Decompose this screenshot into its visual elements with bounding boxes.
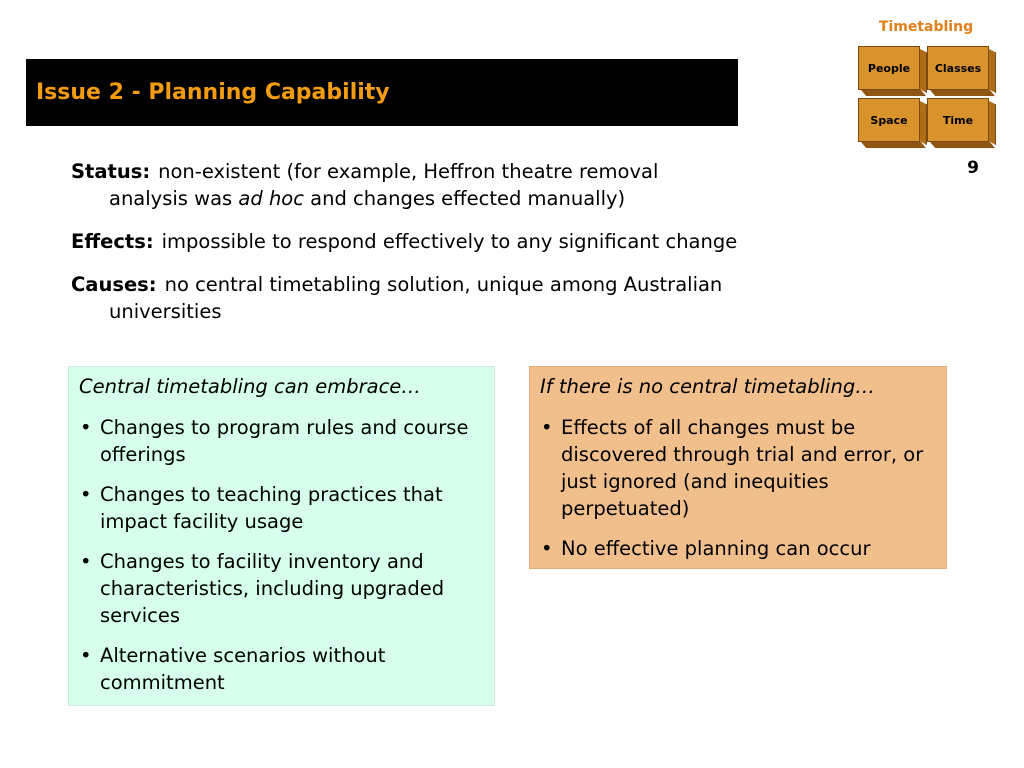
status-text-2b: ad hoc (238, 187, 304, 210)
effects-item (71, 228, 871, 255)
list-item: • Changes to program rules and course offerings (79, 414, 484, 468)
status-item (71, 158, 871, 212)
central-box-list (79, 414, 484, 696)
effects-label: Effects: (71, 230, 154, 253)
status-line-2 (71, 185, 871, 212)
status-text-1: non-existent (for example, Heffron theatre removal (158, 160, 659, 183)
cube-time-side (989, 101, 996, 145)
causes-label: Causes: (71, 273, 157, 296)
status-text-2a: analysis was (109, 187, 239, 210)
cube-space[interactable] (858, 98, 926, 148)
cube-time-bottom (930, 142, 995, 148)
list-item: • Alternative scenarios without commitment (79, 642, 484, 696)
cube-space-bottom (861, 142, 926, 148)
cube-space-label: Space (858, 98, 920, 142)
cube-people-label: People (858, 46, 920, 90)
slide-title: Issue 2 - Planning Capability (36, 80, 390, 105)
status-label: Status: (71, 160, 151, 183)
cube-classes-bottom (930, 90, 995, 96)
status-line-1 (71, 158, 871, 185)
central-timetabling-box (68, 366, 495, 706)
list-item: • Changes to teaching practices that impact facility usage (79, 481, 484, 535)
list-item: • Changes to facility inventory and characteristics, including upgraded services (79, 548, 484, 629)
title-bar (26, 59, 738, 126)
no-central-timetabling-box (529, 366, 947, 569)
causes-line-1 (71, 271, 871, 298)
central-box-heading: Central timetabling can embrace… (79, 375, 421, 398)
page-number: 9 (967, 158, 979, 178)
cube-classes-side (989, 49, 996, 93)
cube-people-bottom (861, 90, 926, 96)
effects-text: impossible to respond effectively to any significant change (161, 230, 738, 253)
cube-time-label: Time (927, 98, 989, 142)
list-item: • No effective planning can occur (540, 535, 936, 562)
effects-line (71, 228, 871, 255)
nav-label: Timetabling (878, 19, 974, 35)
causes-text-1: no central timetabling solution, unique among Australian (164, 273, 723, 296)
no-central-box-heading: If there is no central timetabling… (540, 375, 875, 398)
cube-space-side (920, 101, 927, 145)
no-central-box-list (540, 414, 936, 562)
cube-classes-label: Classes (927, 46, 989, 90)
cube-time[interactable] (927, 98, 995, 148)
causes-line-2: universities (109, 300, 222, 323)
cube-classes[interactable] (927, 46, 995, 96)
cube-people[interactable] (858, 46, 926, 96)
issue-details (71, 158, 871, 341)
causes-item (71, 271, 871, 325)
list-item: • Effects of all changes must be discovered through trial and error, or just ignored (and inequities perpetuated) (540, 414, 936, 522)
status-text-2c: and changes effected manually) (303, 187, 626, 210)
cube-people-side (920, 49, 927, 93)
